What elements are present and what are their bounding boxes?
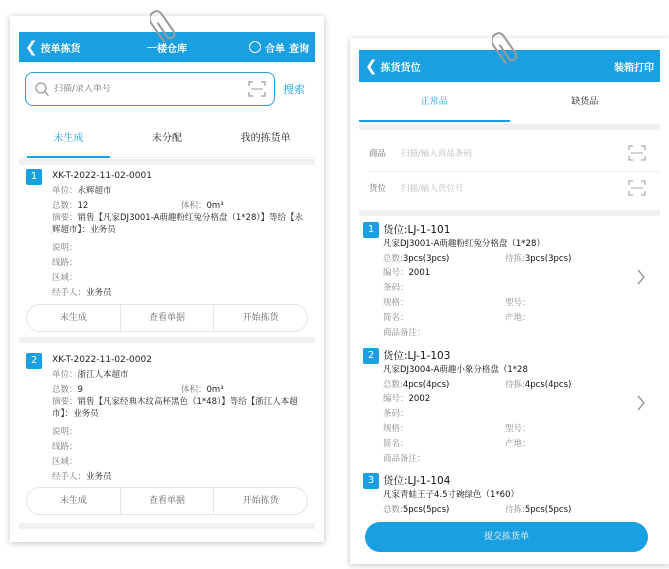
- submit-picking-button[interactable]: 提交拣货单: [365, 522, 648, 552]
- qty-label: 总数：: [52, 385, 78, 395]
- search-box: [25, 72, 275, 106]
- note-label: 说明：: [52, 427, 78, 437]
- item-index-badge: 3: [363, 473, 379, 489]
- item-name: 凡家青蛙王子4.5寸碗绿色（1*60）: [383, 490, 519, 500]
- total-label: 总数:: [383, 505, 403, 515]
- not-generated-button[interactable]: 未生成: [59, 496, 87, 506]
- route-row: [52, 440, 78, 452]
- scan-icon[interactable]: [248, 81, 266, 97]
- chevron-right-icon: [636, 394, 646, 412]
- order-actions: [26, 304, 308, 332]
- order-card: [19, 169, 315, 344]
- location-field[interactable]: [359, 173, 660, 203]
- area-label: 区域：: [52, 273, 78, 283]
- model-label: 型号：: [505, 298, 531, 308]
- qty-value: 9: [77, 385, 83, 395]
- query-button[interactable]: 查询: [289, 43, 309, 55]
- order-actions: [26, 487, 308, 515]
- tab-not-generated[interactable]: 未生成: [19, 124, 118, 157]
- pending-label: 待拣:: [505, 505, 525, 515]
- short-name-row: [383, 311, 409, 323]
- unit-label: 单位：: [52, 370, 78, 380]
- summary-label: 摘要：: [52, 397, 78, 407]
- not-generated-button[interactable]: 未生成: [59, 313, 87, 323]
- search-row: [25, 72, 315, 106]
- route-label: 线路：: [52, 442, 78, 452]
- order-index-badge: 2: [26, 353, 42, 369]
- search-icon: [34, 81, 50, 97]
- code-value: 2001: [408, 268, 431, 278]
- total-value: 4pcs(4pcs): [402, 380, 450, 390]
- divider: [359, 124, 660, 130]
- barcode-row: [383, 281, 409, 293]
- short-name-row: [383, 437, 409, 449]
- pending-label: 待拣:: [505, 380, 525, 390]
- product-field-label: 商品: [369, 149, 387, 159]
- model-row: [505, 422, 531, 434]
- short-name-label: 简名：: [383, 313, 409, 323]
- list-item[interactable]: [359, 346, 660, 466]
- qty-value: 12: [77, 201, 89, 211]
- item-tabs: [359, 82, 660, 122]
- tab-out-of-stock[interactable]: 缺货品: [571, 97, 599, 107]
- handler-value: 业务员: [86, 472, 112, 482]
- order-index-badge: 1: [26, 169, 42, 185]
- pending-value: 4pcs(4pcs): [524, 380, 572, 390]
- remark-row: [383, 326, 426, 338]
- origin-row: [505, 437, 531, 449]
- model-row: [505, 296, 531, 308]
- summary-label: 摘要：: [52, 213, 78, 223]
- origin-row: [505, 311, 531, 323]
- pending-row: [505, 503, 571, 515]
- item-index-badge: 2: [363, 348, 379, 364]
- total-row: [383, 503, 449, 515]
- summary-row: [52, 396, 310, 420]
- start-picking-button[interactable]: 开始拣货: [213, 305, 307, 331]
- item-location: 货位:LJ-1-103: [383, 350, 451, 362]
- pending-value: 5pcs(5pcs): [524, 505, 572, 515]
- box-print-button[interactable]: 装箱打印: [614, 62, 654, 74]
- barcode-label: 条码：: [383, 409, 409, 419]
- divider: [19, 337, 315, 343]
- product-field-placeholder: 扫描/输入商品条码: [401, 149, 472, 159]
- tab-normal-items[interactable]: 正常品: [359, 82, 510, 122]
- tab-my-picking-orders[interactable]: 我的拣货单: [240, 133, 291, 144]
- remark-row: [383, 452, 426, 464]
- volume-label: 体积：: [181, 385, 207, 395]
- merge-label: 合单: [265, 43, 285, 55]
- volume-value: 0m³: [206, 201, 224, 211]
- tab-unassigned[interactable]: 未分配: [152, 133, 182, 144]
- code-label: 编号：: [383, 268, 409, 278]
- note-label: 说明：: [52, 243, 78, 253]
- area-label: 区域：: [52, 457, 78, 467]
- summary-value: 销售【凡家经典木纹高杯黑色（1*48）】等给【浙江人本超市】：业务员: [52, 397, 298, 419]
- short-name-label: 简名：: [383, 439, 409, 449]
- area-row: [52, 271, 78, 283]
- unit-value: 浙江人本超市: [77, 370, 129, 380]
- spec-label: 规格：: [383, 298, 409, 308]
- code-row: [383, 266, 430, 278]
- spec-label: 规格：: [383, 424, 409, 434]
- back-label: 拣货货位: [380, 62, 421, 74]
- list-item[interactable]: [359, 471, 660, 515]
- pending-row: [505, 378, 571, 390]
- total-value: 3pcs(3pcs): [402, 254, 450, 264]
- chevron-left-icon: ❮: [25, 37, 38, 56]
- total-value: 5pcs(5pcs): [402, 505, 450, 515]
- handler-row: [52, 470, 112, 482]
- back-label: 按单拣货: [40, 43, 81, 55]
- total-label: 总数:: [383, 380, 403, 390]
- unit-value: 永辉超市: [77, 186, 112, 196]
- unit-row: [52, 368, 129, 380]
- summary-value: 销售【凡家DJ3001-A萌趣粉红兔分格盘（1*28）】等给【永辉超市】：业务员: [52, 213, 304, 235]
- chevron-right-icon: [636, 268, 646, 286]
- unit-row: [52, 184, 112, 196]
- remark-label: 商品备注：: [383, 454, 426, 464]
- handler-label: 经手人：: [52, 472, 87, 482]
- pending-value: 3pcs(3pcs): [524, 254, 572, 264]
- code-row: [383, 392, 430, 404]
- search-button[interactable]: 搜索: [283, 83, 305, 96]
- start-picking-button[interactable]: 开始拣货: [213, 488, 307, 514]
- paperclip-icon: [150, 6, 176, 46]
- merge-radio[interactable]: [249, 41, 261, 53]
- barcode-label: 条码：: [383, 283, 409, 293]
- qty-row: [52, 383, 83, 395]
- route-label: 线路：: [52, 258, 78, 268]
- note-row: [52, 241, 78, 253]
- item-name: 凡家DJ3001-A萌趣粉红兔分格盘（1*28）: [383, 239, 545, 249]
- divider: [359, 210, 660, 216]
- scan-icon[interactable]: [628, 180, 646, 196]
- route-row: [52, 256, 78, 268]
- origin-label: 产地：: [505, 313, 531, 323]
- product-field[interactable]: [359, 138, 660, 168]
- paperclip-icon: [492, 28, 518, 68]
- back-button[interactable]: [359, 56, 421, 75]
- spec-row: [383, 296, 409, 308]
- model-label: 型号：: [505, 424, 531, 434]
- area-row: [52, 455, 78, 467]
- total-label: 总数:: [383, 254, 403, 264]
- order-number: XK-T-2022-11-02-0002: [52, 355, 152, 365]
- pending-label: 待拣:: [505, 254, 525, 264]
- volume-label: 体积：: [181, 201, 207, 211]
- total-row: [383, 378, 449, 390]
- volume-value: 0m³: [206, 385, 224, 395]
- remark-label: 商品备注：: [383, 328, 426, 338]
- volume-row: [181, 383, 224, 395]
- order-number: XK-T-2022-11-02-0001: [52, 171, 152, 181]
- back-button[interactable]: [19, 37, 81, 56]
- location-field-label: 货位: [369, 184, 387, 194]
- location-field-placeholder: 扫描/输入货位号: [401, 184, 464, 194]
- item-name: 凡家DJ3004-A萌趣小象分格盘（1*28: [383, 365, 528, 375]
- total-row: [383, 252, 449, 264]
- item-location: 货位:LJ-1-101: [383, 224, 451, 236]
- volume-row: [181, 199, 224, 211]
- page-title: 一楼仓库: [147, 43, 187, 55]
- summary-row: [52, 212, 310, 236]
- chevron-left-icon: ❮: [365, 56, 378, 75]
- scan-icon[interactable]: [628, 145, 646, 161]
- qty-row: [52, 199, 88, 211]
- list-item[interactable]: [359, 220, 660, 340]
- qty-label: 总数：: [52, 201, 78, 211]
- divider: [19, 523, 315, 529]
- handler-row: [52, 286, 112, 298]
- status-tabs: [19, 124, 315, 158]
- view-document-button[interactable]: 查看单据: [120, 488, 214, 514]
- pending-row: [505, 252, 571, 264]
- barcode-row: [383, 407, 409, 419]
- code-label: 编号：: [383, 394, 409, 404]
- divider: [369, 171, 660, 172]
- order-number-input[interactable]: [54, 84, 248, 94]
- item-index-badge: 1: [363, 222, 379, 238]
- spec-row: [383, 422, 409, 434]
- picking-location-screen: [350, 38, 669, 564]
- code-value: 2002: [408, 394, 431, 404]
- view-document-button[interactable]: 查看单据: [120, 305, 214, 331]
- divider: [19, 159, 315, 165]
- order-card: [19, 353, 315, 523]
- unit-label: 单位：: [52, 186, 78, 196]
- handler-value: 业务员: [86, 288, 112, 298]
- order-picking-screen: [10, 16, 324, 542]
- origin-label: 产地：: [505, 439, 531, 449]
- handler-label: 经手人：: [52, 288, 87, 298]
- note-row: [52, 425, 78, 437]
- item-location: 货位:LJ-1-104: [383, 475, 451, 487]
